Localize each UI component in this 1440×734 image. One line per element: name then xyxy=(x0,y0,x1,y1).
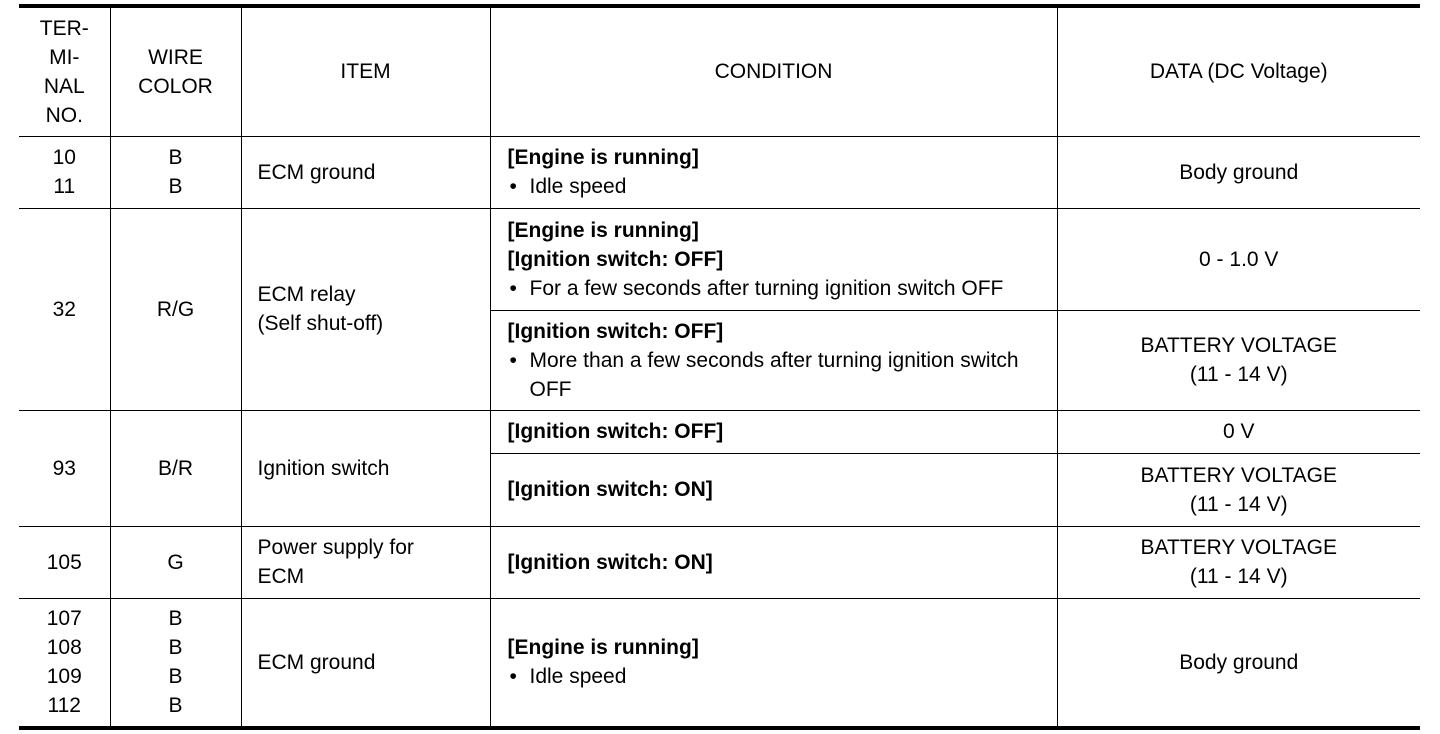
item-cell-line: ECM xyxy=(257,565,305,588)
table-row xyxy=(19,208,1420,310)
table-row xyxy=(19,526,1420,598)
wire-color-cell-line: B xyxy=(168,694,183,718)
wire-color-header: WIRE COLOR xyxy=(110,6,241,136)
bullet-text: Idle speed xyxy=(529,175,627,198)
data-value-cell-line: (11 - 14 V) xyxy=(1189,492,1288,516)
header-row xyxy=(19,6,1420,136)
item-cell-line: (Self shut-off) xyxy=(257,312,384,335)
condition-heading: [Ignition switch: ON] xyxy=(507,550,713,574)
condition-heading: [Ignition switch: OFF] xyxy=(507,247,724,271)
bullet-text: More than a few seconds after turning ignition switch OFF xyxy=(529,348,1019,401)
item-cell-line: ECM ground xyxy=(257,650,376,674)
terminal-cell xyxy=(19,598,110,728)
data-value-cell-line: Body ground xyxy=(1179,160,1299,184)
terminal-cell-line: 112 xyxy=(47,694,81,718)
condition-header: CONDITION xyxy=(490,6,1057,136)
bullet-icon: • xyxy=(509,348,517,372)
item-cell xyxy=(241,410,490,526)
data-value-cell xyxy=(1057,310,1420,410)
data-value-cell-line: 0 - 1.0 V xyxy=(1199,247,1279,271)
condition-heading: [Engine is running] xyxy=(507,636,699,660)
terminal-no-header: TER- MI- NAL NO. xyxy=(19,6,110,136)
wire-color-cell-line: B/R xyxy=(157,456,193,480)
terminal-cell-line: 108 xyxy=(46,636,82,660)
condition-heading: [Engine is running] xyxy=(507,146,699,169)
data-value-cell xyxy=(1057,526,1420,598)
condition-bullet xyxy=(508,662,1057,691)
condition-cell xyxy=(490,410,1057,453)
condition-bullet xyxy=(508,172,1057,201)
data-value-cell-line: (11 - 14 V) xyxy=(1189,565,1288,588)
terminal-cell-line: 10 xyxy=(52,146,76,169)
terminal-cell xyxy=(19,208,110,410)
table-row xyxy=(19,598,1420,728)
terminal-cell xyxy=(19,410,110,526)
condition-cell xyxy=(490,208,1057,310)
wire-color-cell xyxy=(110,526,241,598)
wire-color-cell xyxy=(110,410,241,526)
data-value-cell-line: BATTERY VOLTAGE xyxy=(1140,463,1337,487)
wire-color-cell-line: G xyxy=(167,550,184,574)
condition-cell xyxy=(490,136,1057,208)
data-value-cell xyxy=(1057,598,1420,728)
terminal-cell-line: 93 xyxy=(52,456,76,480)
data-header: DATA (DC Voltage) xyxy=(1057,6,1420,136)
item-cell-line: ECM ground xyxy=(257,160,376,184)
condition-heading: [Ignition switch: ON] xyxy=(507,478,713,501)
bullet-icon: • xyxy=(509,175,517,198)
data-value-cell-line: BATTERY VOLTAGE xyxy=(1140,536,1337,559)
data-value-cell xyxy=(1057,410,1420,453)
data-value-cell xyxy=(1057,136,1420,208)
item-cell-line: Ignition switch xyxy=(257,456,390,480)
table-row xyxy=(19,136,1420,208)
wire-color-cell xyxy=(110,136,241,208)
terminal-cell xyxy=(19,526,110,598)
data-value-cell-line: 0 V xyxy=(1222,420,1255,443)
wire-color-cell xyxy=(110,598,241,728)
terminal-cell-line: 32 xyxy=(52,297,76,321)
data-value-cell-line: Body ground xyxy=(1179,650,1299,674)
condition-cell xyxy=(490,526,1057,598)
terminal-cell-line: 109 xyxy=(46,665,82,689)
terminal-cell xyxy=(19,136,110,208)
wire-color-cell-line: B xyxy=(168,175,183,198)
ecm-terminal-table xyxy=(19,4,1420,730)
wire-color-cell xyxy=(110,208,241,410)
condition-heading: [Engine is running] xyxy=(507,218,699,242)
bullet-text: For a few seconds after turning ignition switch OFF xyxy=(529,276,1004,300)
item-cell-line: ECM relay xyxy=(257,283,356,306)
condition-bullet xyxy=(508,346,1057,404)
wire-color-cell-line: B xyxy=(168,636,183,660)
data-value-cell-line: BATTERY VOLTAGE xyxy=(1140,334,1337,357)
condition-cell xyxy=(490,453,1057,526)
wire-color-cell-line: B xyxy=(168,665,183,689)
wire-color-cell-line: B xyxy=(168,607,183,631)
condition-cell xyxy=(490,310,1057,410)
item-cell xyxy=(241,526,490,598)
terminal-cell-line: 11 xyxy=(53,175,76,198)
condition-bullet xyxy=(508,274,1057,303)
item-cell xyxy=(241,598,490,728)
terminal-cell-line: 107 xyxy=(46,607,82,631)
bullet-icon: • xyxy=(509,276,517,300)
item-cell-line: Power supply for xyxy=(257,536,414,559)
data-value-cell-line: (11 - 14 V) xyxy=(1189,363,1288,386)
wire-color-cell-line: R/G xyxy=(156,297,195,321)
data-value-cell xyxy=(1057,208,1420,310)
wire-color-cell-line: B xyxy=(168,146,183,169)
item-header: ITEM xyxy=(241,6,490,136)
data-value-cell xyxy=(1057,453,1420,526)
condition-heading: [Ignition switch: OFF] xyxy=(507,420,724,443)
bullet-icon: • xyxy=(509,665,517,689)
condition-cell xyxy=(490,598,1057,728)
item-cell xyxy=(241,136,490,208)
bullet-text: Idle speed xyxy=(529,665,627,689)
condition-heading: [Ignition switch: OFF] xyxy=(507,319,724,343)
table-row xyxy=(19,410,1420,453)
item-cell xyxy=(241,208,490,410)
terminal-cell-line: 105 xyxy=(46,550,82,574)
